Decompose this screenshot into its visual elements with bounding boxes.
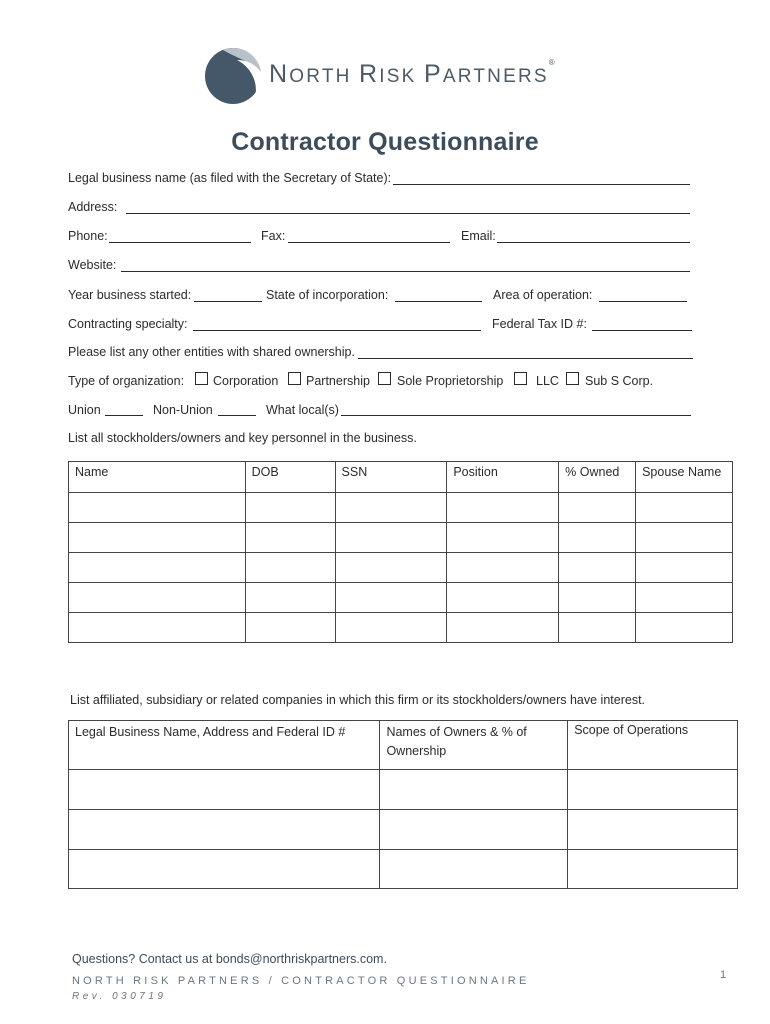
table-cell[interactable] [69,613,246,643]
area-op-field[interactable] [599,301,687,302]
address-label: Address: [68,200,118,214]
tax-id-label: Federal Tax ID #: [492,317,587,331]
checkbox-sole-proprietorship[interactable] [378,372,391,385]
specialty-field[interactable] [193,330,481,331]
table-row [69,770,738,810]
checkbox-partnership[interactable] [288,372,301,385]
table-cell[interactable] [636,613,733,643]
table-row [69,523,733,553]
table-cell[interactable] [559,523,636,553]
stockholders-table [68,461,733,643]
table-cell[interactable] [380,810,568,850]
what-local-label: What local(s) [266,403,339,417]
table-cell[interactable] [447,613,559,643]
other-entities-field[interactable] [358,358,693,359]
logo-mark-icon [203,46,263,106]
tax-id-field[interactable] [592,330,692,331]
union-field[interactable] [105,415,143,416]
table-header-row [69,462,733,493]
legal-name-field[interactable] [393,184,690,185]
column-header-ssn: SSN [335,462,447,493]
table-cell[interactable] [380,850,568,889]
option-sole-proprietorship-label: Sole Proprietorship [397,374,504,388]
page-number: 1 [720,969,727,981]
year-started-field[interactable] [194,301,262,302]
table-cell[interactable] [335,523,447,553]
phone-label: Phone: [68,229,108,243]
table-cell[interactable] [636,553,733,583]
table-row [69,553,733,583]
option-llc-label: LLC [536,374,559,388]
year-started-label: Year business started: [68,288,192,302]
page-title: Contractor Questionnaire [231,128,539,156]
table-cell[interactable] [69,850,380,889]
table-row [69,583,733,613]
table-cell[interactable] [245,493,335,523]
footer-brand-line: NORTH RISK PARTNERS / CONTRACTOR QUESTIONNAIRE [72,975,530,987]
checkbox-corporation[interactable] [195,372,208,385]
checkbox-sub-s-corp[interactable] [566,372,579,385]
table-cell[interactable] [636,583,733,613]
table-row [69,810,738,850]
column-header-name: Name [69,462,246,493]
column-header-spouse-name: Spouse Name [636,462,733,493]
table-cell[interactable] [559,493,636,523]
table-cell[interactable] [245,553,335,583]
org-type-label: Type of organization: [68,374,185,388]
table-cell[interactable] [559,583,636,613]
table-cell[interactable] [69,493,246,523]
table-header-row [69,721,738,770]
what-local-field[interactable] [341,415,691,416]
table-cell[interactable] [636,523,733,553]
column-header-legal-business-name: Legal Business Name, Address and Federal ID # [69,721,380,770]
table-cell[interactable] [447,583,559,613]
non-union-label: Non-Union [153,403,213,417]
table-cell[interactable] [69,810,380,850]
column-header-dob: DOB [245,462,335,493]
table-cell[interactable] [245,523,335,553]
non-union-field[interactable] [218,415,256,416]
checkbox-llc[interactable] [514,372,527,385]
table-cell[interactable] [559,553,636,583]
column-header-owners-line1: Names of Owners & % of [386,725,527,739]
table-cell[interactable] [335,583,447,613]
column-header-owners-line2: Ownership [386,744,447,758]
table-row [69,850,738,889]
table-cell[interactable] [447,493,559,523]
website-label: Website: [68,258,117,272]
brand-name: NORTH RISK PARTNERS® [269,58,555,88]
option-partnership-label: Partnership [306,374,370,388]
email-field[interactable] [497,242,690,243]
table-cell[interactable] [335,553,447,583]
table-cell[interactable] [568,770,738,810]
table-cell[interactable] [69,770,380,810]
area-op-label: Area of operation: [493,288,593,302]
email-label: Email: [461,229,496,243]
legal-name-label: Legal business name (as filed with the Secretary of State): [68,171,392,185]
union-label: Union [68,403,101,417]
fax-field[interactable] [288,242,450,243]
table-cell[interactable] [245,613,335,643]
table-cell[interactable] [335,613,447,643]
stockholders-intro: List all stockholders/owners and key personnel in the business. [68,431,417,445]
address-field[interactable] [126,213,690,214]
state-inc-field[interactable] [395,301,482,302]
table-row [69,613,733,643]
column-header-position: Position [447,462,559,493]
table-cell[interactable] [69,553,246,583]
option-corporation-label: Corporation [213,374,279,388]
table-cell[interactable] [447,553,559,583]
table-cell[interactable] [568,810,738,850]
table-cell[interactable] [380,770,568,810]
column-header-owned: % Owned [559,462,636,493]
table-cell[interactable] [559,613,636,643]
table-cell[interactable] [245,583,335,613]
revision-label: Rev. 030719 [72,991,167,1002]
table-cell[interactable] [447,523,559,553]
table-cell[interactable] [636,493,733,523]
affiliates-intro: List affiliated, subsidiary or related companies in which this firm or its stockholders/owners have interest. [70,693,646,707]
table-cell[interactable] [69,583,246,613]
company-logo [203,46,563,106]
state-inc-label: State of incorporation: [266,288,389,302]
option-sub-s-corp-label: Sub S Corp. [585,374,654,388]
contact-line: Questions? Contact us at bonds@northriskpartners.com. [72,952,387,966]
column-header-owners [380,721,568,770]
fax-label: Fax: [261,229,286,243]
phone-field[interactable] [109,242,251,243]
table-row [69,493,733,523]
affiliates-table [68,720,738,889]
other-entities-label: Please list any other entities with shared ownership. [68,345,355,359]
table-cell[interactable] [69,523,246,553]
table-cell[interactable] [335,493,447,523]
specialty-label: Contracting specialty: [68,317,188,331]
column-header-scope: Scope of Operations [568,721,738,770]
website-field[interactable] [121,271,690,272]
table-cell[interactable] [568,850,738,889]
